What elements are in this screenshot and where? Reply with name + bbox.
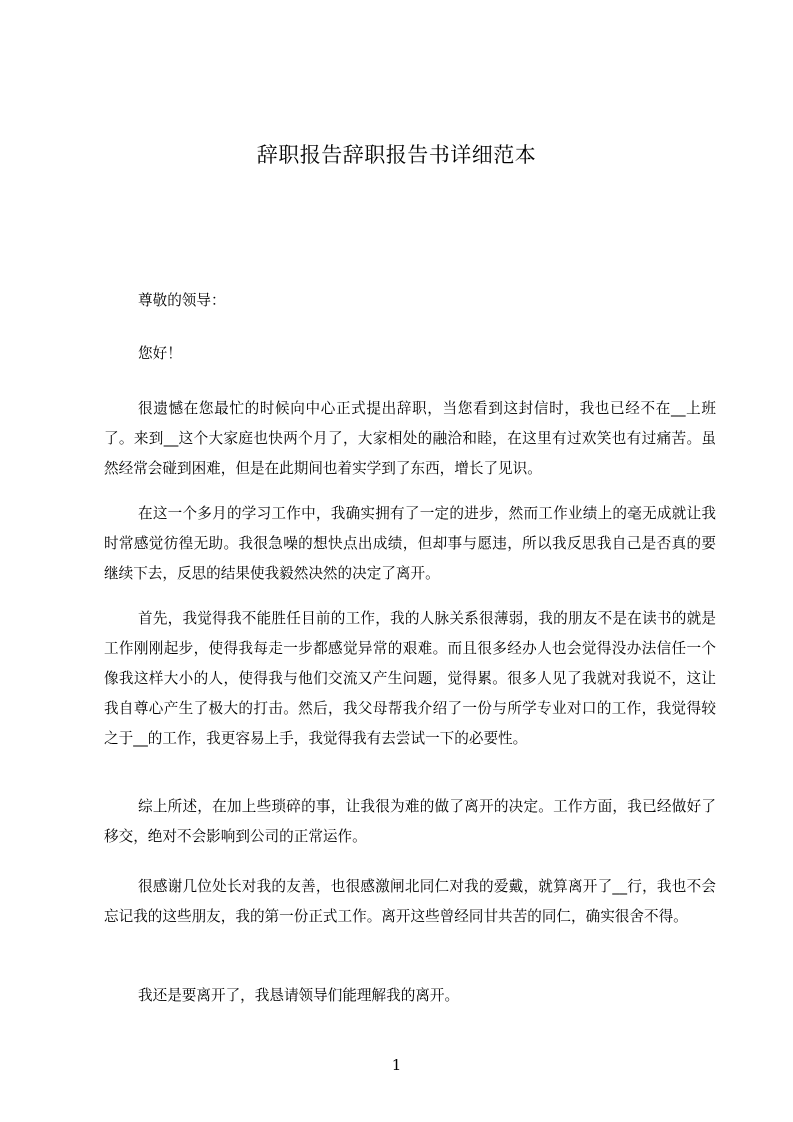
document-title: 辞职报告辞职报告书详细范本	[256, 143, 537, 167]
salutation: 尊敬的领导：	[138, 292, 226, 309]
paragraph-5: 很感谢几位处长对我的友善，也很感激闸北同仁对我的爱戴，就算离开了__行，我也不会忘记我的这些朋友，我的第一份正式工作。离开这些曾经同甘共苦的同仁，确实很舍不得。	[104, 878, 716, 925]
paragraph-3: 首先，我觉得我不能胜任目前的工作，我的人脉关系很薄弱，我的朋友不是在读书的就是工作刚刚起步，使得我每走一步都感觉异常的艰难。而且很多经办人也会觉得没办法信任一个像我这样大小的人，使得我与他们交流又产生问题，觉得累。很多人见了我就对我说不，这让我自尊心产生了极大的打击。然后，我父母帮我介绍了一份与所学专业对口的工作，我觉得较之于__的工作，我更容易上手，我觉得我有去尝试一下的必要性。	[104, 610, 716, 747]
paragraph-4: 综上所述，在加上些琐碎的事，让我很为难的做了离开的决定。工作方面，我已经做好了移交，绝对不会影响到公司的正常运作。	[104, 798, 716, 845]
paragraph-2: 在这一个多月的学习工作中，我确实拥有了一定的进步，然而工作业绩上的毫无成就让我时常感觉彷徨无助。我很急噪的想快点出成绩，但却事与愿违，所以我反思我自己是否真的要继续下去，反思的结果使我毅然决然的决定了离开。	[104, 505, 716, 582]
greeting: 您好！	[138, 345, 182, 362]
paragraph-1: 很遗憾在您最忙的时候向中心正式提出辞职，当您看到这封信时，我也已经不在__上班了。来到__这个大家庭也快两个月了，大家相处的融洽和睦，在这里有过欢笑也有过痛苦。虽然经常会碰到困难，但是在此期间也着实学到了东西，增长了见识。	[104, 400, 716, 477]
closing-line: 我还是要离开了，我恳请领导们能理解我的离开。	[138, 987, 460, 1004]
page-number: 1	[391, 1056, 402, 1074]
